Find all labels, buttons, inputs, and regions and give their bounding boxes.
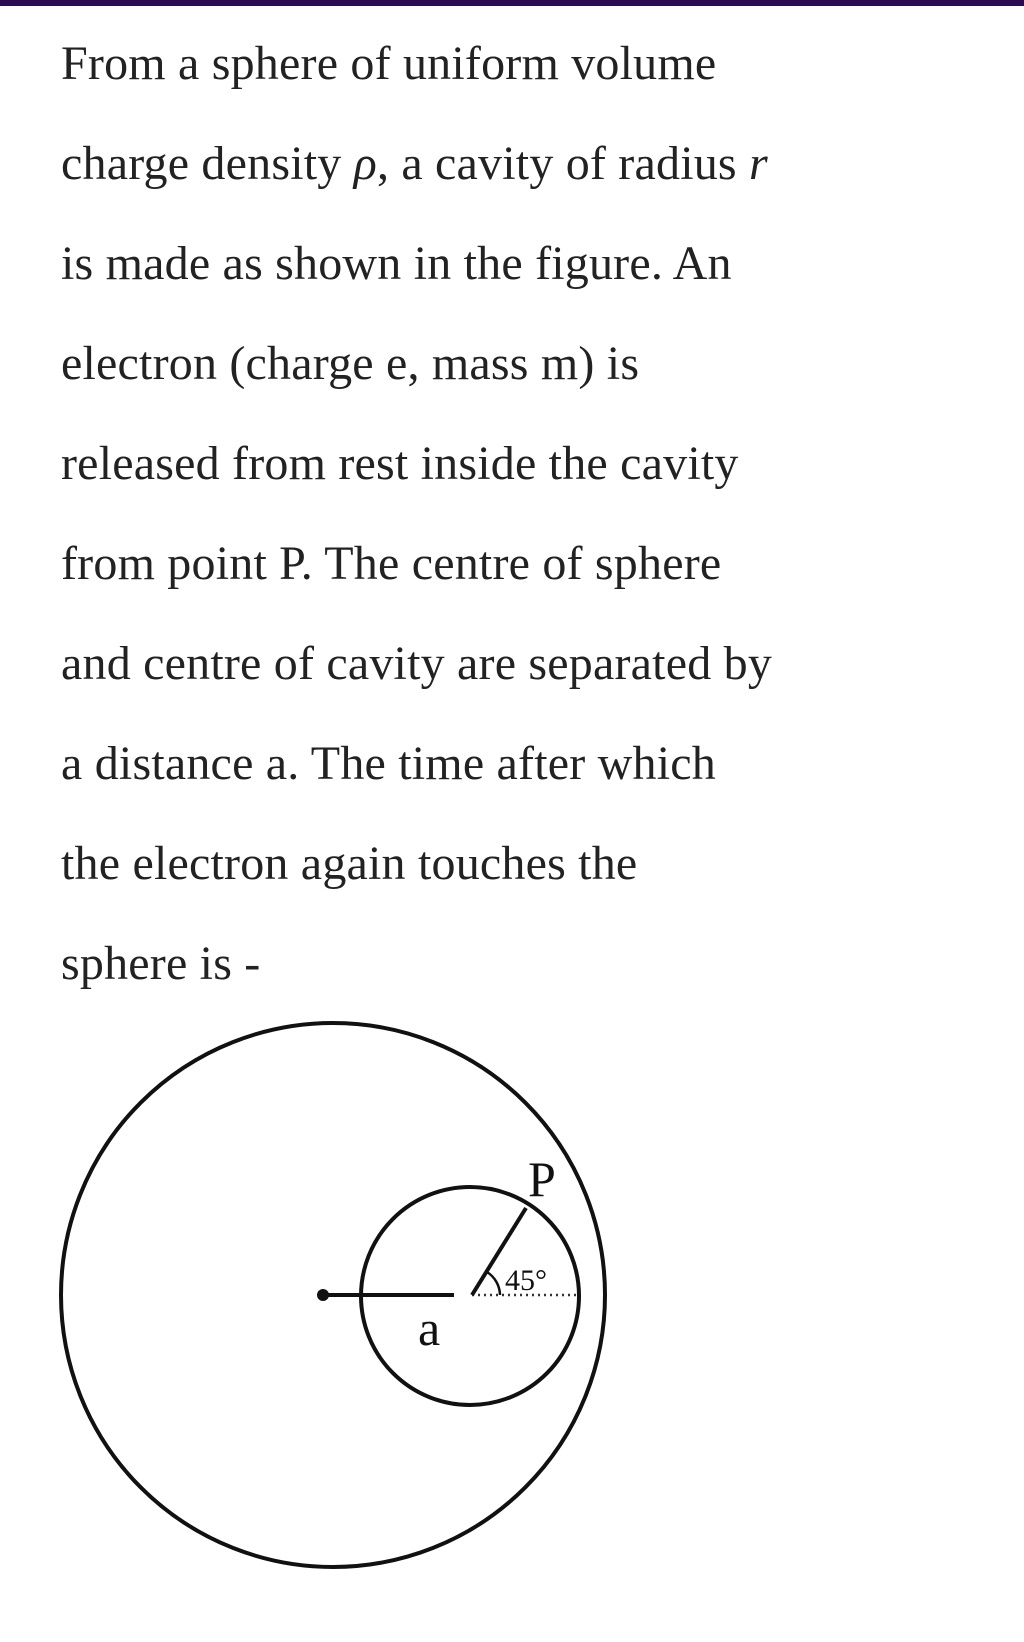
question-line-4: electron (charge e, mass m) is <box>61 337 640 390</box>
question-line-1: From a sphere of uniform volume <box>61 37 717 90</box>
rho-symbol: ρ <box>353 137 377 190</box>
text-segment: charge density <box>61 137 354 190</box>
question-line-7: and centre of cavity are separated by <box>61 637 773 690</box>
question-line-10: sphere is - <box>61 937 261 990</box>
question-line-6: from point P. The centre of sphere <box>61 537 722 590</box>
point-p-label: P <box>528 1151 556 1207</box>
question-line-9: the electron again touches the <box>61 837 638 890</box>
text-segment: , a cavity of radius <box>376 137 750 190</box>
question-line-8: a distance a. The time after which <box>61 737 716 790</box>
distance-a-label: a <box>418 1300 441 1356</box>
radius-symbol: r <box>749 137 768 190</box>
angle-arc <box>487 1272 500 1295</box>
question-line-3: is made as shown in the figure. An <box>61 237 732 290</box>
question-line-5: released from rest inside the cavity <box>61 437 739 490</box>
angle-label: 45° <box>505 1264 547 1297</box>
